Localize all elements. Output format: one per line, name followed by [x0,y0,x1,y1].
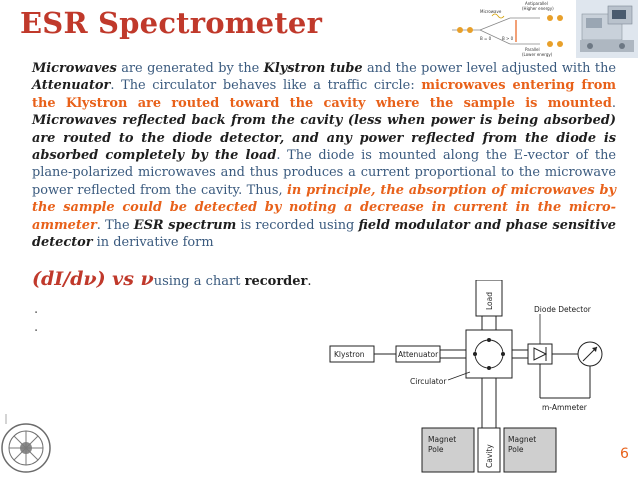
formula-line [32,268,312,290]
instrument-photo [576,0,638,58]
emphasis-esr-spectrum: ESR spectrum [133,217,237,233]
bullet-dot: . [34,302,39,317]
emphasis-absorption-detection: in principle, the absorption of microwaves by the sample could be detected by noting a decrease in current in the micro-ammeter [32,182,616,233]
university-seal-logo [0,412,56,478]
m-ammeter-label: m-Ammeter [542,403,587,412]
text-run: . The diode is mounted along the E-vector of the plane-polarized microwaves and thus produces a current proportional to the microwave power reflected from the cavity. Thus, [32,148,617,198]
emphasis-recorder: recorder [244,274,308,289]
spin-ball-icon [547,15,553,21]
emphasis-reflected-microwaves: Microwaves reflected back from the cavity (less when power is being absorbed) are routed to the diode detector, and any power reflected from the diode is absorbed completely by the load [32,113,616,164]
spin-state-illustration [440,0,572,60]
higher-energy-label: (Higher energy) [522,6,554,11]
magnet-right-label: Magnet [508,435,537,444]
emphasis-attenuator: Attenuator [32,78,111,94]
text-run: is recorded using [236,217,359,233]
derivative-formula: (dI/dν) vs ν [32,268,154,290]
text-run: . [307,274,312,289]
text-run: . The [96,217,134,233]
diode-detector-label: Diode Detector [534,305,591,314]
b-zero-label: B = 0 [480,36,492,41]
esr-block-diagram [318,280,618,476]
page-number: 6 [620,446,629,462]
diode-box [528,344,552,364]
text-run: using a chart [153,274,245,289]
parallel-label: Parallel [525,47,540,52]
text-run: and the power level adjusted with the [362,61,616,76]
spin-ball-icon [547,41,553,47]
spin-ball-icon [457,27,463,33]
circulator-label: Circulator [410,377,447,386]
klystron-label: Klystron [334,350,365,359]
emphasis-microwaves: Microwaves [32,61,117,76]
bullet-dot: . [34,320,39,335]
emphasis-klystron-tube: Klystron tube [263,61,363,76]
body-paragraph [32,60,616,251]
text-run: . The circulator behaves like a traffic circle: [110,78,422,94]
circulator-box [466,330,512,378]
text-run: are generated by the [116,61,264,76]
antiparallel-label: Antiparallel [525,1,548,6]
spin-ball-icon [467,27,473,33]
cavity-label: Cavity [485,444,494,468]
text-run: . [611,95,616,111]
lower-energy-label: (Lower energy) [522,52,553,57]
microwave-label: Microwave [480,9,502,14]
magnet-left-label: Magnet [428,435,457,444]
pole-right-label: Pole [508,445,524,454]
spin-ball-icon [557,41,563,47]
attenuator-label: Attenuator [398,350,439,359]
pole-left-label: Pole [428,445,444,454]
slide-title: ESR Spectrometer [20,6,323,40]
text-run: in derivative form [92,235,214,251]
emphasis-routing-to-cavity: microwaves entering from the Klystron are routed toward the cavity where the sample is mounted [32,78,616,111]
b-positive-label: B > 0 [502,36,514,41]
spin-ball-icon [557,15,563,21]
load-label: Load [485,292,494,310]
emphasis-field-modulator: field modulator and phase sensitive detector [32,217,616,251]
